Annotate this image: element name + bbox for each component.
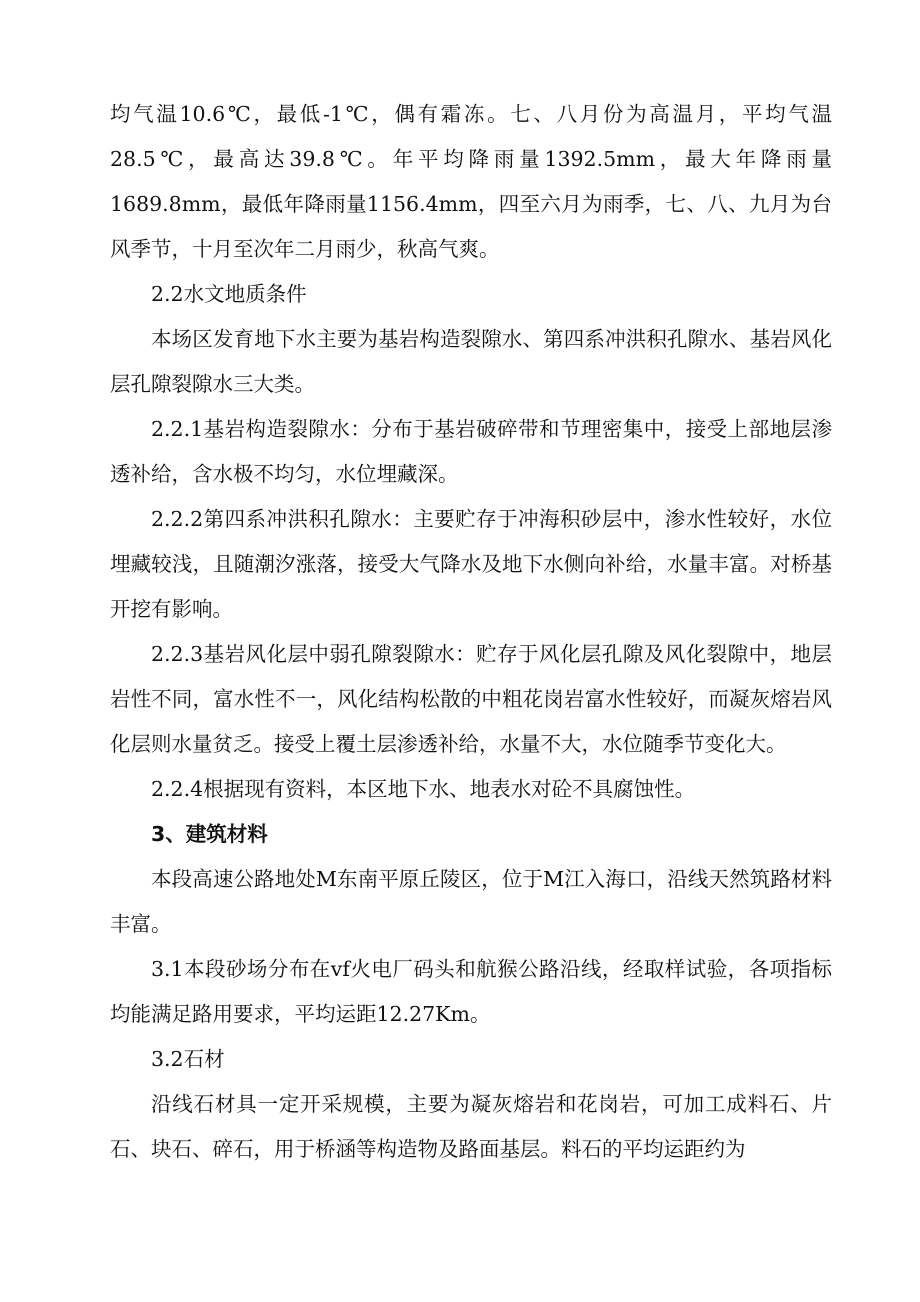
section-2-2-4-paragraph: 2.2.4根据现有资料，本区地下水、地表水对砼不具腐蚀性。 xyxy=(151,777,696,801)
materials-intro-paragraph: 本段高速公路地处M东南平原丘陵区，位于M江入海口，沿线天然筑路材料丰富。 xyxy=(110,867,832,936)
section-3-1-paragraph: 3.1本段砂场分布在vf火电厂码头和航猴公路沿线，经取样试验，各项指标均能满足路用要求，平均运距12.27Km。 xyxy=(110,957,832,1026)
section-heading-3: 3、建筑材料 xyxy=(151,822,268,846)
groundwater-intro-paragraph: 本场区发育地下水主要为基岩构造裂隙水、第四系冲洪积孔隙水、基岩风化层孔隙裂隙水三大类。 xyxy=(110,327,832,396)
section-2-2-1-paragraph: 2.2.1基岩构造裂隙水：分布于基岩破碎带和节理密集中，接受上部地层渗透补给，含水极不均匀，水位埋藏深。 xyxy=(110,417,832,486)
section-2-2-2-paragraph: 2.2.2第四系冲洪积孔隙水：主要贮存于冲海积砂层中，渗水性较好，水位埋藏较浅，且随潮汐涨落，接受大气降水及地下水侧向补给，水量丰富。对桥基开挖有影响。 xyxy=(110,507,832,621)
section-heading-3-2: 3.2石材 xyxy=(151,1047,225,1071)
document-page xyxy=(110,92,832,1172)
section-2-2-3-paragraph: 2.2.3基岩风化层中弱孔隙裂隙水：贮存于风化层孔隙及风化裂隙中，地层岩性不同，富水性不一，风化结构松散的中粗花岗岩富水性较好，而凝灰熔岩风化层则水量贫乏。接受上覆土层渗透补给，水量不大，水位随季节变化大。 xyxy=(110,642,832,756)
section-heading-2-2: 2.2水文地质条件 xyxy=(151,282,307,306)
stone-materials-paragraph: 沿线石材具一定开采规模，主要为凝灰熔岩和花岗岩，可加工成料石、片石、块石、碎石，用于桥涵等构造物及路面基层。料石的平均运距约为 xyxy=(110,1092,832,1161)
climate-paragraph: 均气温10.6℃，最低-1℃，偶有霜冻。七、八月份为高温月，平均气温28.5℃，最高达39.8℃。年平均降雨量1392.5mm，最大年降雨量1689.8mm，最低年降雨量1156.4mm，四至六月为雨季，七、八、九月为台风季节，十月至次年二月雨少，秋高气爽。 xyxy=(110,102,832,261)
